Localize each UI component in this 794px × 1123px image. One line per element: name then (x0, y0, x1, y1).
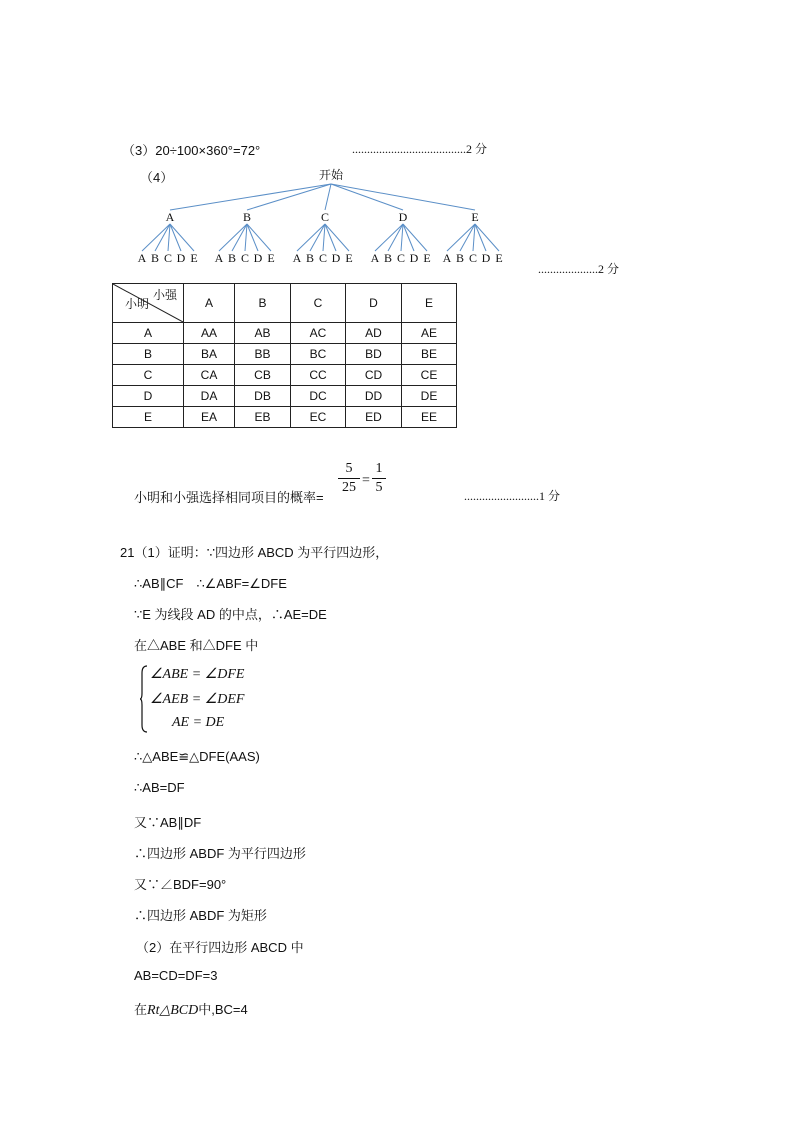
tree-leaf: A (214, 251, 224, 265)
fraction-5-25 (338, 461, 360, 496)
tree-leaf: E (190, 251, 198, 265)
tree-branch (331, 184, 475, 210)
left-brace (140, 665, 148, 733)
tree-leaf: D (253, 251, 263, 265)
table-cell: AE (402, 323, 457, 344)
tree-leaf: C (468, 251, 478, 265)
tree-node-level1: C (320, 210, 330, 224)
tree-branch (375, 224, 403, 251)
proof-line: ∴四边形 ABDF 为平行四边形 (134, 846, 306, 861)
corner-top-label: 小强 (152, 288, 177, 302)
table-cell: BD (346, 344, 402, 365)
table-cell: AD (346, 323, 402, 344)
tree-branch (403, 224, 414, 251)
table-cell: DB (235, 386, 291, 407)
table-cell: BE (402, 344, 457, 365)
proof-line: ∴四边形 ABDF 为矩形 (134, 908, 267, 923)
tree-leaf: B (150, 251, 160, 265)
tree-branch (142, 224, 170, 251)
tree-branch (325, 224, 349, 251)
tree-leaf: B (383, 251, 393, 265)
table-row (113, 386, 457, 407)
part3-score: ......................................2 分 (352, 142, 488, 156)
table-cell: BA (184, 344, 235, 365)
tree-branch (331, 184, 403, 210)
equals-sign: = (362, 473, 370, 488)
proof-line: AB=CD=DF=3 (134, 968, 218, 983)
table-cell: CB (235, 365, 291, 386)
tree-branch (475, 224, 499, 251)
table-cell: BB (235, 344, 291, 365)
tree-node-level1: D (398, 210, 408, 224)
table-cell: DE (402, 386, 457, 407)
table-cell: DC (291, 386, 346, 407)
tree-branch (170, 184, 331, 210)
col-header: B (235, 284, 291, 323)
table-row (113, 323, 457, 344)
tree-branch (232, 224, 247, 251)
col-header: C (291, 284, 346, 323)
tree-leaf: D (176, 251, 186, 265)
fraction-numerator: 5 (345, 461, 353, 476)
col-header: A (184, 284, 235, 323)
tree-leaf: C (396, 251, 406, 265)
corner-diagonal (113, 284, 183, 322)
proof-line: ∴△ABE≌△DFE(AAS) (134, 749, 260, 764)
tree-node-level1: B (242, 210, 252, 224)
tree-branch (310, 224, 325, 251)
row-header: C (113, 365, 184, 386)
table-cell: AB (235, 323, 291, 344)
table-row (113, 365, 457, 386)
tree-leaf: E (495, 251, 503, 265)
tree-leaf: A (370, 251, 380, 265)
fraction-denominator: 25 (342, 480, 356, 495)
tree-branch (388, 224, 403, 251)
system-eq-1: ∠ABE = ∠DFE (150, 667, 245, 682)
part4-score: ....................2 分 (538, 262, 620, 276)
table-cell: EB (235, 407, 291, 428)
tree-leaf: A (137, 251, 147, 265)
tree-branch (460, 224, 475, 251)
proof-line: （2）在平行四边形 ABCD 中 (136, 940, 304, 955)
tree-node-level1: A (165, 210, 175, 224)
proof-line: ∴AB∥CF ∴∠ABF=∠DFE (134, 576, 287, 591)
tree-leaf: C (318, 251, 328, 265)
math-expression: Rt△BCD (147, 1003, 199, 1018)
proof-line: 又∵AB∥DF (134, 815, 202, 830)
table-cell: BC (291, 344, 346, 365)
tree-leaf: A (442, 251, 452, 265)
probability-score: .........................1 分 (464, 489, 561, 503)
proof-line: ∴AB=DF (134, 780, 185, 795)
tree-leaf: A (292, 251, 302, 265)
tree-branch (247, 224, 271, 251)
fraction-numerator: 1 (375, 461, 383, 476)
table-cell: DD (346, 386, 402, 407)
tree-branch (170, 224, 181, 251)
system-eq-2: ∠AEB = ∠DEF (150, 692, 245, 707)
tree-leaf: B (455, 251, 465, 265)
tree-node-level1: E (471, 210, 479, 224)
fraction-denominator: 5 (375, 480, 383, 495)
table-cell: AA (184, 323, 235, 344)
tree-leaf: B (227, 251, 237, 265)
tree-leaf: E (267, 251, 275, 265)
tree-leaf: C (163, 251, 173, 265)
tree-leaf: D (331, 251, 341, 265)
table-cell: CE (402, 365, 457, 386)
tree-leaf: C (240, 251, 250, 265)
part4-label: （4） (140, 170, 174, 185)
tree-leaf: D (481, 251, 491, 265)
tree-leaf: E (423, 251, 431, 265)
tree-branch (247, 224, 258, 251)
tree-branch (170, 224, 194, 251)
tree-branch (297, 224, 325, 251)
tree-branch (247, 184, 331, 210)
tree-branch (447, 224, 475, 251)
part3-text: （3）20÷100×360°=72° (122, 143, 261, 158)
col-header: D (346, 284, 402, 323)
table-cell: DA (184, 386, 235, 407)
tree-branch (325, 224, 336, 251)
col-header: E (402, 284, 457, 323)
table-cell: CA (184, 365, 235, 386)
table-row (113, 344, 457, 365)
tree-branch (403, 224, 427, 251)
proof-text: 中,BC=4 (198, 1002, 248, 1017)
tree-branch (155, 224, 170, 251)
tree-branch (475, 224, 486, 251)
row-header: A (113, 323, 184, 344)
table-cell: EC (291, 407, 346, 428)
fraction-1-5 (372, 461, 386, 496)
proof-line: 又∵∠BDF=90° (134, 877, 227, 892)
probability-text: 小明和小强选择相同项目的概率= (134, 490, 324, 505)
tree-leaf: E (345, 251, 353, 265)
table-cell: EE (402, 407, 457, 428)
tree-leaf: B (305, 251, 315, 265)
table-cell: CC (291, 365, 346, 386)
tree-branch (219, 224, 247, 251)
row-header: B (113, 344, 184, 365)
tree-branch (325, 184, 331, 210)
q21-heading: 21（1）证明：∵四边形 ABCD 为平行四边形， (120, 545, 389, 560)
proof-text: 在 (134, 1002, 148, 1017)
tree-diagram (130, 160, 530, 270)
table-cell: ED (346, 407, 402, 428)
proof-line-last (134, 999, 248, 1019)
row-header: E (113, 407, 184, 428)
table-cell: AC (291, 323, 346, 344)
corner-bottom-label: 小明 (125, 297, 150, 311)
tree-root: 开始 (318, 168, 344, 182)
row-header: D (113, 386, 184, 407)
table-cell: CD (346, 365, 402, 386)
table-cell: EA (184, 407, 235, 428)
proof-line: ∵E 为线段 AD 的中点，∴AE=DE (134, 607, 327, 622)
table-row (113, 407, 457, 428)
proof-line: 在△ABE 和△DFE 中 (134, 638, 259, 653)
tree-leaf: D (409, 251, 419, 265)
system-eq-3: AE = DE (172, 715, 225, 730)
